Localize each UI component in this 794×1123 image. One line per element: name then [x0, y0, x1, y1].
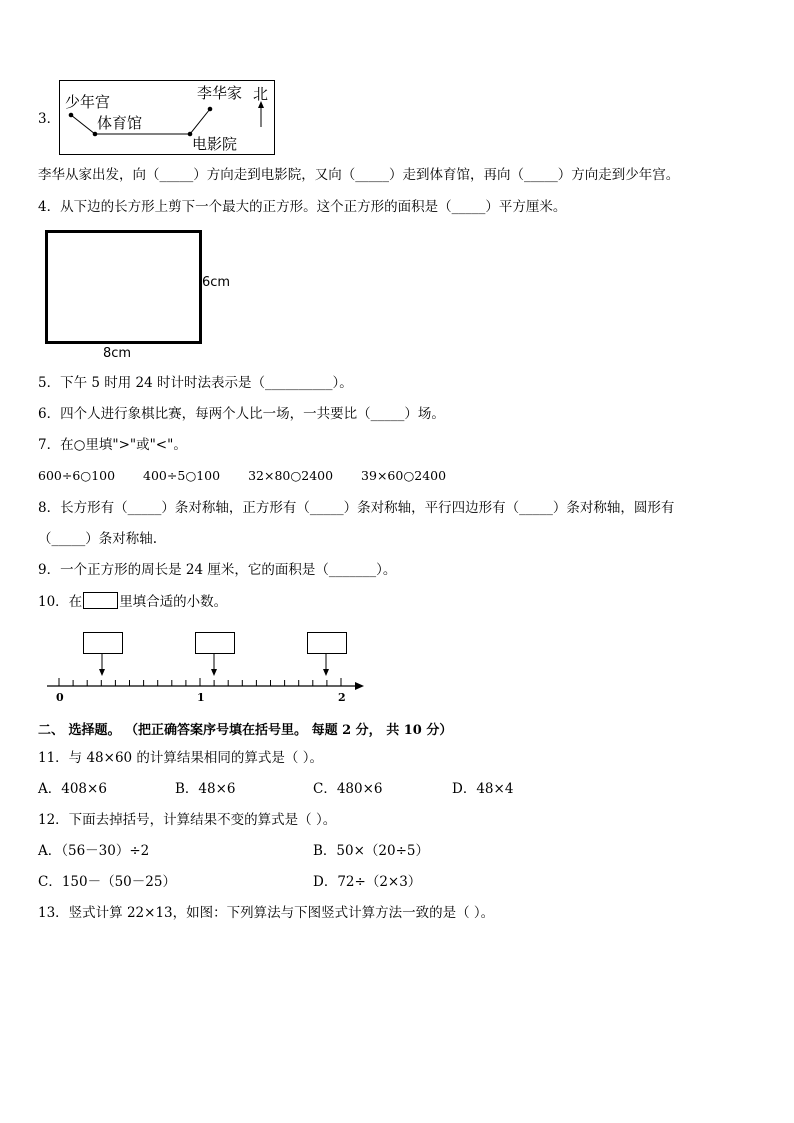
option-12-b[interactable]: B．50×（20÷5）: [313, 843, 429, 859]
answer-blank[interactable]: _____: [524, 167, 558, 183]
question-4-text: 4．从下边的长方形上剪下一个最大的正方形。这个正方形的面积是（_____）平方厘米。: [38, 199, 567, 215]
question-11-stem: 11．与 48×60 的计算结果相同的算式是（ ）。: [38, 750, 323, 766]
question-13-stem: 13．竖式计算 22×13，如图：下列算法与下图竖式计算方法一致的是（ ）。: [38, 905, 495, 921]
map-label-lihua: 李华家: [197, 84, 243, 102]
rectangle-width-label: 8cm: [103, 346, 132, 361]
question-9-text: 9．一个正方形的周长是 24 厘米，它的面积是（_______）。: [38, 562, 397, 578]
tick-label-2: 2: [338, 691, 346, 704]
option-11-b[interactable]: B．48×6: [175, 781, 236, 797]
comparison-item[interactable]: 32×80○2400: [248, 468, 334, 483]
tick-label-1: 1: [197, 691, 205, 704]
number-line-arrow: [355, 682, 364, 690]
answer-blank[interactable]: _____: [159, 167, 194, 183]
answer-blank[interactable]: _____: [370, 406, 405, 422]
direction-map: [59, 80, 275, 155]
answer-blank[interactable]: _______: [328, 562, 377, 578]
answer-blank[interactable]: _____: [451, 199, 486, 215]
question-6-text: 6．四个人进行象棋比赛，每两个人比一场，一共要比（_____）场。: [38, 406, 445, 422]
map-label-dianying: 电影院: [192, 135, 238, 153]
pointer-arrow-head: [323, 669, 329, 676]
answer-blank[interactable]: _____: [355, 167, 389, 183]
option-11-a[interactable]: A．408×6: [38, 781, 107, 797]
question-7-title: 7．在○里填">"或"<"。: [38, 437, 187, 453]
rectangle-figure: [45, 230, 202, 344]
answer-blank[interactable]: _____: [51, 531, 86, 547]
section-2-title: 二、 选择题。 （把正确答案序号填在括号里。 每题 2 分， 共 10 分）: [38, 723, 453, 738]
question-5-text: 5．下午 5 时用 24 时计时法表示是（__________）。: [38, 375, 353, 391]
comparison-item[interactable]: 600÷6○100: [38, 468, 116, 483]
comparison-item[interactable]: 39×60○2400: [361, 468, 447, 483]
option-11-c[interactable]: C．480×6: [313, 781, 383, 797]
question-8-text: 8．长方形有（_____）条对称轴，正方形有（_____）条对称轴，平行四边形有（_____）条对称轴，圆形有: [38, 500, 675, 516]
number-line: [0, 650, 794, 720]
option-12-c[interactable]: C．150－（50－25）: [38, 874, 176, 890]
map-label-north: 北: [253, 85, 269, 103]
answer-blank[interactable]: _____: [309, 500, 344, 516]
question-12-stem: 12．下面去掉括号，计算结果不变的算式是（ ）。: [38, 812, 337, 828]
option-12-a[interactable]: A．（56－30）÷2: [38, 843, 150, 859]
option-12-d[interactable]: D．72÷（2×3）: [313, 874, 422, 890]
option-11-d[interactable]: D．48×4: [452, 781, 514, 797]
pointer-arrow-head: [99, 669, 105, 676]
map-label-tiyuguan: 体育馆: [97, 114, 143, 132]
pointer-arrow-head: [211, 669, 217, 676]
map-label-shaonian: 少年宫: [65, 93, 111, 111]
inline-answer-box: [83, 592, 118, 609]
comparison-item[interactable]: 400÷5○100: [143, 468, 221, 483]
question-8-text-line2: （_____）条对称轴.: [38, 531, 158, 547]
rectangle-height-label: 6cm: [202, 275, 231, 290]
tick-label-0: 0: [56, 691, 64, 704]
answer-blank[interactable]: _____: [519, 500, 553, 516]
question-10-text: 10．在 里填合适的小数。: [38, 594, 228, 610]
answer-blank[interactable]: _____: [127, 500, 162, 516]
question-3-number: 3．: [38, 111, 61, 127]
question-7-items: [38, 467, 446, 485]
answer-blank[interactable]: __________: [265, 375, 333, 391]
question-3-text: 李华从家出发，向（_____）方向走到电影院，又向（_____）走到体育馆，再向（_____）方向走到少年宫。: [38, 167, 680, 183]
